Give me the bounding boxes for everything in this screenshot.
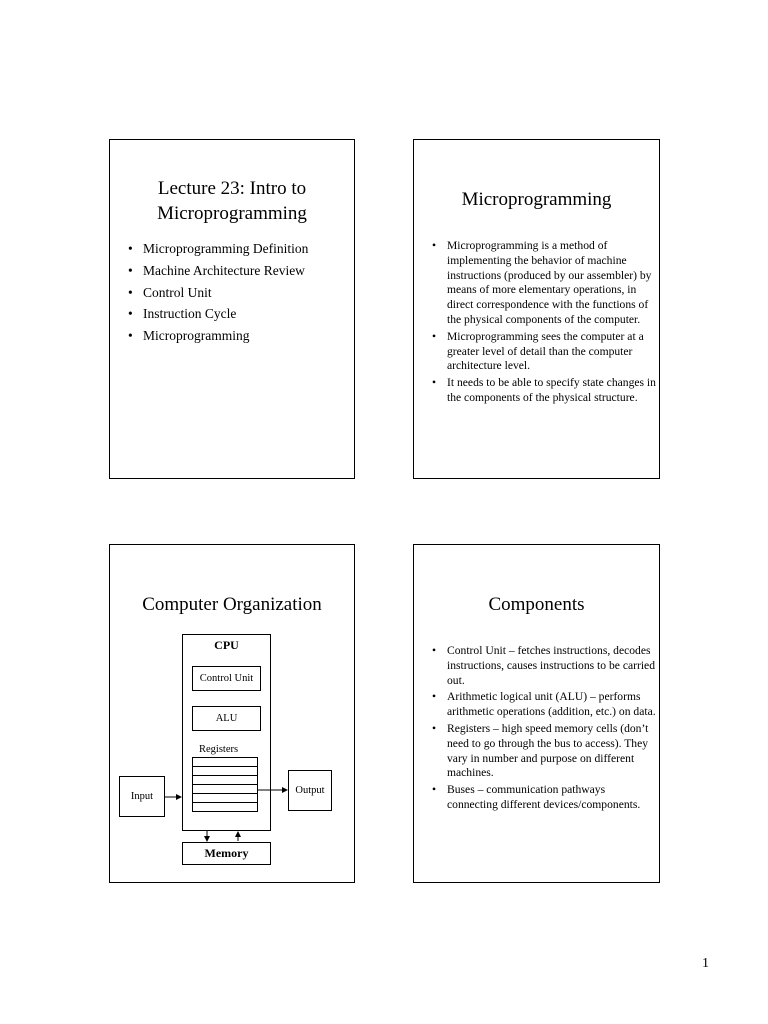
input-box: Input (119, 776, 165, 817)
bullet-list (432, 644, 656, 815)
list-item: • Arithmetic logical unit (ALU) – performs arithmetic operations (addition, etc.) on data. (432, 690, 656, 720)
list-item: • Registers – high speed memory cells (don’t need to go through the bus to access). They vary in number and purpose on different machines. (432, 722, 656, 781)
page-number: 1 (702, 956, 709, 971)
bullet-list (432, 239, 656, 408)
organization-diagram (110, 545, 356, 884)
list-item: • Microprogramming (128, 325, 352, 347)
slide-lecture-intro (109, 139, 355, 479)
diagram-arrows (110, 545, 356, 884)
slide-computer-organization (109, 544, 355, 883)
slide-title: Components (488, 594, 585, 615)
list-item: • Control Unit – fetches instructions, decodes instructions, causes instructions to be carried out. (432, 644, 656, 688)
control-unit-box: Control Unit (192, 666, 261, 691)
slide-title: Microprogramming (461, 189, 612, 210)
slide-title: Computer Organization (142, 594, 322, 615)
registers-label: Registers (199, 744, 239, 755)
list-item: • Machine Architecture Review (128, 260, 352, 282)
slide-microprogramming (413, 139, 660, 479)
alu-box: ALU (192, 706, 261, 731)
list-item: • Microprogramming sees the computer at a greater level of detail than the computer architecture level. (432, 330, 656, 374)
output-box: Output (288, 770, 332, 811)
title-line-1: Lecture 23: Intro to (157, 178, 307, 199)
list-item: • Microprogramming Definition (128, 238, 352, 260)
bullet-list (128, 238, 352, 347)
cpu-label: CPU (214, 638, 239, 652)
list-item: • Control Unit (128, 282, 352, 304)
memory-box: Memory (182, 842, 271, 865)
list-item: • It needs to be able to specify state changes in the components of the physical structure. (432, 376, 656, 406)
list-item: • Instruction Cycle (128, 303, 352, 325)
title-line-2: Microprogramming (157, 203, 307, 224)
list-item: • Buses – communication pathways connecting different devices/components. (432, 783, 656, 813)
list-item: • Microprogramming is a method of implementing the behavior of machine instructions (produced by our assembler) by means of more elementary operations, in direct correspondence with the functions of the physical components of the computer. (432, 239, 656, 328)
slide-title (110, 176, 354, 226)
slide-components (413, 544, 660, 883)
